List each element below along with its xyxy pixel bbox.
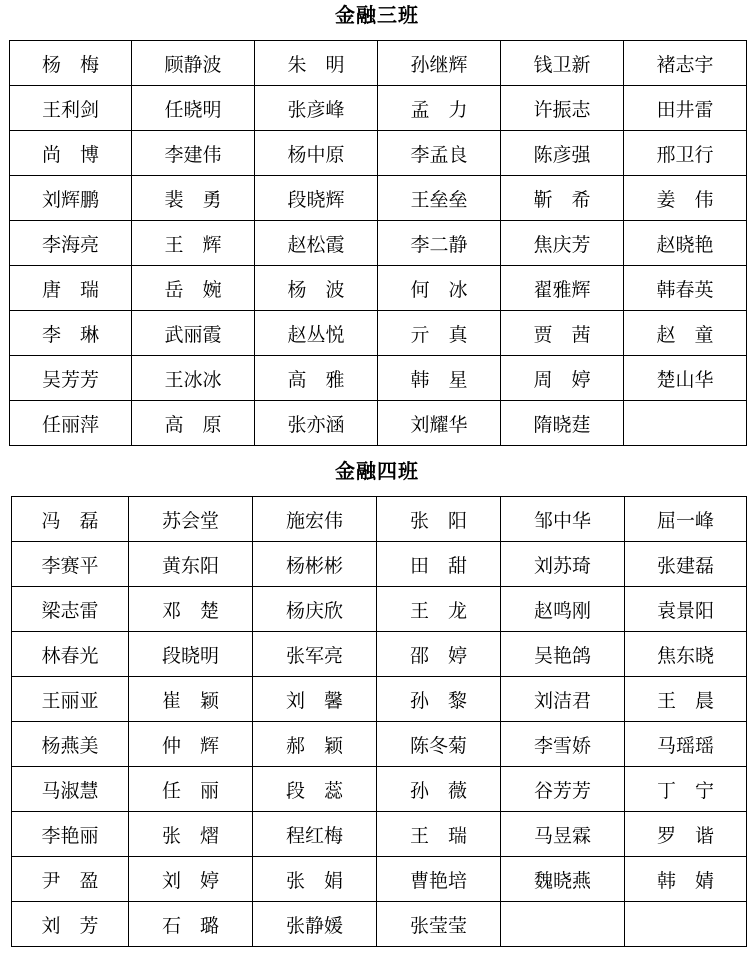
student-name-cell: 王 晨: [625, 677, 747, 722]
student-name-cell: 田井雷: [624, 86, 747, 131]
student-name-cell: 高 雅: [255, 356, 378, 401]
student-name-cell: 韩 星: [378, 356, 501, 401]
student-name-cell: 王冰冰: [132, 356, 255, 401]
student-name-cell: 刘苏琦: [501, 542, 625, 587]
student-name-cell: 朱 明: [255, 41, 378, 86]
student-name-cell: 曹艳培: [377, 857, 501, 902]
student-name-cell: 钱卫新: [501, 41, 624, 86]
student-name-cell: 袁景阳: [625, 587, 747, 632]
student-name-cell: 田 甜: [377, 542, 501, 587]
student-name-cell: 邹中华: [501, 497, 625, 542]
student-name-cell: 张军亮: [253, 632, 377, 677]
student-name-cell: 韩春英: [624, 266, 747, 311]
student-name-cell: 赵松霞: [255, 221, 378, 266]
student-name-cell: 郝 颖: [253, 722, 377, 767]
student-name-cell: 王 辉: [132, 221, 255, 266]
table-row: [10, 311, 747, 356]
student-name-cell: 孙继辉: [378, 41, 501, 86]
student-name-cell: 唐 瑞: [10, 266, 132, 311]
student-name-cell: 任丽萍: [10, 401, 132, 446]
student-name-cell: 刘 芳: [12, 902, 129, 947]
student-name-cell: 刘 婷: [129, 857, 253, 902]
student-name-cell: 孙 黎: [377, 677, 501, 722]
student-name-cell: 王 龙: [377, 587, 501, 632]
student-name-cell: 赵鸣刚: [501, 587, 625, 632]
student-name-cell: 李雪娇: [501, 722, 625, 767]
student-name-cell: 施宏伟: [253, 497, 377, 542]
student-name-cell: 尹 盈: [12, 857, 129, 902]
class3-roster-table: [9, 40, 747, 446]
student-name-cell: 段晓明: [129, 632, 253, 677]
table-row: [12, 902, 747, 947]
student-name-cell: 王利剑: [10, 86, 132, 131]
class3-title: 金融三班: [335, 3, 419, 27]
student-name-cell: 李建伟: [132, 131, 255, 176]
table-row: [12, 542, 747, 587]
student-name-cell: 马瑶瑶: [625, 722, 747, 767]
student-name-cell: 何 冰: [378, 266, 501, 311]
class4-roster-table: [11, 496, 747, 947]
table-row: [12, 497, 747, 542]
student-name-cell: 王垒垒: [378, 176, 501, 221]
student-name-cell: 赵晓艳: [624, 221, 747, 266]
student-name-cell: 谷芳芳: [501, 767, 625, 812]
student-name-cell: 王丽亚: [12, 677, 129, 722]
student-name-cell: 许振志: [501, 86, 624, 131]
student-name-cell: 韩 婧: [625, 857, 747, 902]
student-name-cell: 杨 梅: [10, 41, 132, 86]
student-name-cell: 高 原: [132, 401, 255, 446]
student-name-cell: 张亦涵: [255, 401, 378, 446]
student-name-cell: 邵 婷: [377, 632, 501, 677]
student-name-cell: 魏晓燕: [501, 857, 625, 902]
student-name-cell: 张 娟: [253, 857, 377, 902]
student-name-cell: 张彦峰: [255, 86, 378, 131]
table-row: [12, 677, 747, 722]
student-name-cell: 楚山华: [624, 356, 747, 401]
student-name-cell: 苏会堂: [129, 497, 253, 542]
table-row: [12, 767, 747, 812]
student-name-cell: 陈冬菊: [377, 722, 501, 767]
student-name-cell: 杨彬彬: [253, 542, 377, 587]
student-name-cell: 贾 茜: [501, 311, 624, 356]
student-name-cell: 顾静波: [132, 41, 255, 86]
student-name-cell: 尚 博: [10, 131, 132, 176]
student-name-cell: 林春光: [12, 632, 129, 677]
table-row: [12, 632, 747, 677]
student-name-cell: 孟 力: [378, 86, 501, 131]
student-name-cell: [625, 902, 747, 947]
student-name-cell: 刘耀华: [378, 401, 501, 446]
student-name-cell: 李孟良: [378, 131, 501, 176]
student-name-cell: 吴芳芳: [10, 356, 132, 401]
student-name-cell: 亓 真: [378, 311, 501, 356]
table-row: [10, 356, 747, 401]
student-name-cell: 杨 波: [255, 266, 378, 311]
student-name-cell: 吴艳鸽: [501, 632, 625, 677]
student-name-cell: 翟雅辉: [501, 266, 624, 311]
student-name-cell: 丁 宁: [625, 767, 747, 812]
student-name-cell: 张 阳: [377, 497, 501, 542]
student-name-cell: [501, 902, 625, 947]
student-name-cell: 周 婷: [501, 356, 624, 401]
table-row: [10, 401, 747, 446]
student-name-cell: 杨庆欣: [253, 587, 377, 632]
student-name-cell: 李 琳: [10, 311, 132, 356]
student-name-cell: 崔 颖: [129, 677, 253, 722]
student-name-cell: 李艳丽: [12, 812, 129, 857]
table-row: [12, 812, 747, 857]
student-name-cell: 姜 伟: [624, 176, 747, 221]
student-name-cell: 仲 辉: [129, 722, 253, 767]
student-name-cell: 程红梅: [253, 812, 377, 857]
table-row: [10, 266, 747, 311]
table-row: [10, 41, 747, 86]
student-name-cell: 梁志雷: [12, 587, 129, 632]
student-name-cell: 王 瑞: [377, 812, 501, 857]
student-name-cell: 任晓明: [132, 86, 255, 131]
student-name-cell: 段 蕊: [253, 767, 377, 812]
student-name-cell: 焦东晓: [625, 632, 747, 677]
student-name-cell: 杨中原: [255, 131, 378, 176]
student-name-cell: 刘 馨: [253, 677, 377, 722]
student-name-cell: 李赛平: [12, 542, 129, 587]
student-name-cell: 石 璐: [129, 902, 253, 947]
student-name-cell: 邓 楚: [129, 587, 253, 632]
student-name-cell: 屈一峰: [625, 497, 747, 542]
student-name-cell: 邢卫行: [624, 131, 747, 176]
student-name-cell: 张莹莹: [377, 902, 501, 947]
table-row: [12, 857, 747, 902]
student-name-cell: 武丽霞: [132, 311, 255, 356]
student-name-cell: 刘辉鹏: [10, 176, 132, 221]
class4-title: 金融四班: [335, 459, 419, 483]
student-name-cell: 冯 磊: [12, 497, 129, 542]
table-row: [10, 176, 747, 221]
student-name-cell: 段晓辉: [255, 176, 378, 221]
student-name-cell: 张 熠: [129, 812, 253, 857]
table-row: [10, 86, 747, 131]
student-name-cell: 刘洁君: [501, 677, 625, 722]
student-name-cell: 罗 谐: [625, 812, 747, 857]
student-name-cell: 孙 薇: [377, 767, 501, 812]
student-name-cell: 岳 婉: [132, 266, 255, 311]
student-name-cell: 李海亮: [10, 221, 132, 266]
student-name-cell: 李二静: [378, 221, 501, 266]
table-row: [10, 131, 747, 176]
student-name-cell: 隋晓莛: [501, 401, 624, 446]
student-name-cell: 黄东阳: [129, 542, 253, 587]
student-name-cell: 陈彦强: [501, 131, 624, 176]
student-name-cell: 焦庆芳: [501, 221, 624, 266]
student-name-cell: 张建磊: [625, 542, 747, 587]
student-name-cell: 靳 希: [501, 176, 624, 221]
student-name-cell: 任 丽: [129, 767, 253, 812]
student-name-cell: 马淑慧: [12, 767, 129, 812]
student-name-cell: 杨燕美: [12, 722, 129, 767]
student-name-cell: 赵 童: [624, 311, 747, 356]
student-name-cell: 马昱霖: [501, 812, 625, 857]
student-name-cell: 裴 勇: [132, 176, 255, 221]
student-name-cell: 赵丛悦: [255, 311, 378, 356]
student-name-cell: [624, 401, 747, 446]
table-row: [12, 722, 747, 767]
table-row: [10, 221, 747, 266]
student-name-cell: 褚志宇: [624, 41, 747, 86]
student-name-cell: 张静媛: [253, 902, 377, 947]
table-row: [12, 587, 747, 632]
